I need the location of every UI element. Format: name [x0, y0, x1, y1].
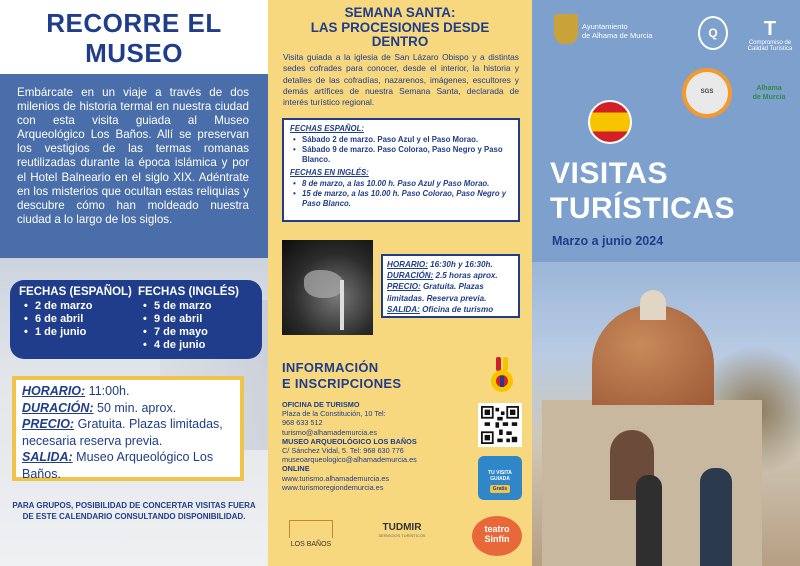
- qr-code-icon: [481, 406, 519, 444]
- groups-note: PARA GRUPOS, POSIBILIDAD DE CONCERTAR VISITAS FUERA DE ESTE CALENDARIO CONSULTANDO DISPONIBILIDAD.: [12, 501, 256, 521]
- date-item: • 8 de marzo, a las 10.00 h. Paso Azul y Paso Morao.: [290, 179, 512, 189]
- region-flag-logo-icon: [487, 357, 517, 393]
- semana-santa-info-box: HORARIO: 16:30h y 16:30h. DURACIÓN: 2.5 horas aprox. PRECIO: Gratuita. Plazas limitadas. Reserva previa. SALIDA: Oficina de turismo: [381, 254, 520, 318]
- semana-santa-title: SEMANA SANTA: LAS PROCESIONES DESDE DENTRO: [310, 5, 490, 49]
- date-item: • 2 de marzo: [19, 300, 132, 313]
- date-item: • 6 de abril: [19, 313, 132, 326]
- email-link[interactable]: museoarqueologico@alhamademurcia.es: [282, 455, 417, 465]
- visitas-turisticas-title: VISITAS TURÍSTICAS: [550, 157, 735, 225]
- calidad-turistica-logo: T Compromiso de Calidad Turística: [747, 18, 793, 52]
- date-range-subtitle: Marzo a junio 2024: [552, 234, 664, 248]
- date-item: • 1 de junio: [19, 326, 132, 339]
- date-item: • 9 de abril: [138, 313, 239, 326]
- dates-english: FECHAS (INGLÉS) • 5 de marzo • 9 de abril • 7 de mayo • 4 de junio: [138, 286, 239, 352]
- date-item: • Sábado 9 de marzo. Paso Colorao, Paso Negro y Paso Blanco.: [290, 145, 512, 165]
- semana-santa-dates-box: FECHAS ESPAÑOL: • Sábado 2 de marzo. Paso Azul y el Paso Morao. • Sábado 9 de marzo. Paso Colorao, Paso Negro y Paso Blanco. FECHAS EN INGLÉS: • 8 de marzo, a las 10.00 h. Paso Azul y Paso Morao. • 15 de marzo, a las 10.00 h. Paso Colorao, Paso Negro y Paso Blanco.: [282, 118, 520, 222]
- date-item: • Sábado 2 de marzo. Paso Azul y el Paso Morao.: [290, 135, 512, 145]
- spain-flag-icon: [588, 100, 632, 144]
- quality-q-logo: Q: [698, 16, 728, 50]
- info-title: INFORMACIÓN E INSCRIPCIONES: [282, 360, 402, 391]
- museo-title: RECORRE EL MUSEO: [46, 8, 222, 68]
- web-link[interactable]: www.turismoregiondemurcia.es: [282, 482, 384, 492]
- building-icon: [289, 520, 333, 538]
- teatro-sinfin-logo: teatro Sinfín: [472, 516, 522, 556]
- turismo-familiar-logo: Alhama de Murcia: [752, 85, 786, 101]
- visitor-figure: [636, 475, 662, 566]
- hand-shape: [304, 270, 344, 298]
- contact-info: OFICINA DE TURISMO Plaza de la Constitución, 10 Tel: 968 633 512 turismo@alhamademurcia.es MUSEO ARQUEOLÓGICO LOS BAÑOS C/ Sánchez Vidal, 5. Tel: 968 630 776 museoarqueologico@alhamademurcia.es ONLINE www.turismo.alhamademurcia.es www.turismoregiondemurcia.es: [282, 400, 478, 492]
- guided-visit-badge: TU VISITA GUIADA Gratis: [478, 456, 522, 500]
- web-link[interactable]: www.turismo.alhamademurcia.es: [282, 473, 390, 483]
- los-banos-logo: LOS BAÑOS: [282, 520, 340, 560]
- middle-panel: [268, 0, 532, 566]
- lantern-shape: [640, 290, 666, 320]
- dates-spanish: FECHAS (ESPAÑOL) • 2 de marzo • 6 de abril • 1 de junio: [19, 286, 132, 339]
- museo-info-box: HORARIO: 11:00h. DURACIÓN: 50 min. aprox. PRECIO: Gratuita. Plazas limitadas, necesaria reserva previa. SALIDA: Museo Arqueológico Los Baños.: [12, 376, 244, 481]
- semana-santa-text: Visita guiada a la iglesia de San Lázaro Obispo y a distintas sedes cofrades para conocer, desde el interior, la historia y detalles de las cofradías, nazarenos, imágenes, escultores y demás artífices de nuestra Semana Santa, declarada de interés turístico regional.: [283, 52, 519, 108]
- museo-intro-text: Embárcate en un viaje a través de dos milenios de historia termal en nuestra ciudad con esta visita guiada al Museo Arqueológico Los Baños. Allí se preservan los vestigios de las termas romanas reutilizadas durante la época islámica y por el Hotel Balneario en el siglo XIX. Adéntrate en los misterios que ocultan estas reliquias y descubre cómo han moldeado nuestra ciudad a lo largo de los siglos.: [17, 86, 249, 226]
- right-panel: [532, 0, 800, 566]
- qr-code[interactable]: [478, 403, 522, 447]
- candle-shape: [340, 280, 344, 330]
- tudmir-logo: TUDMIR SERVICIOS TURÍSTICOS: [378, 522, 426, 538]
- date-item: • 7 de mayo: [138, 326, 239, 339]
- sgs-seal: SGS: [682, 68, 732, 118]
- partner-logos: [268, 512, 532, 562]
- ayuntamiento-crest-icon: [554, 14, 578, 44]
- date-item: • 4 de junio: [138, 339, 239, 352]
- procession-photo: [282, 240, 373, 335]
- date-item: • 15 de marzo, a las 10.00 h. Paso Colorao, Paso Negro y Paso Blanco.: [290, 189, 512, 209]
- visitor-figure: [700, 468, 732, 566]
- ayuntamiento-name: Ayuntamiento de Alhama de Murcia: [582, 22, 653, 40]
- left-panel: [0, 0, 268, 566]
- date-item: • 5 de marzo: [138, 300, 239, 313]
- email-link[interactable]: turismo@alhamademurcia.es: [282, 427, 378, 437]
